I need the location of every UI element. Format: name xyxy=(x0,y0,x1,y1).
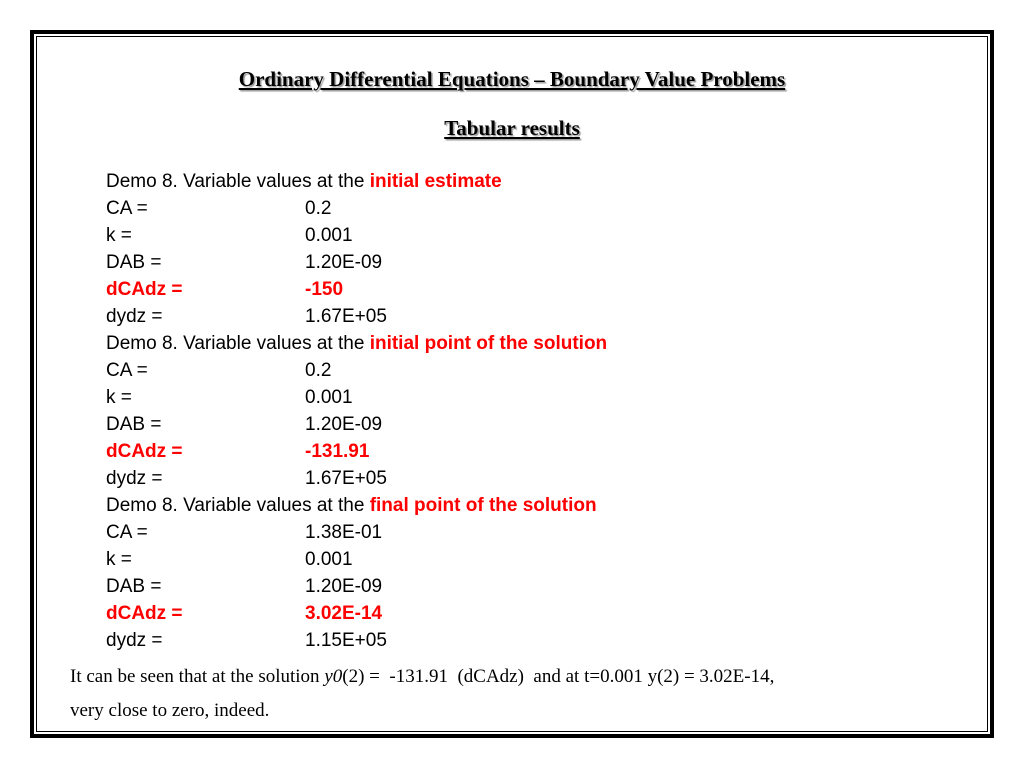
variable-label: CA = xyxy=(106,522,148,543)
variable-label: k = xyxy=(106,387,132,408)
conclusion-text: It can be seen that at the solution xyxy=(70,666,325,687)
conclusion-paragraph xyxy=(70,660,950,728)
section-header-text: Demo 8. Variable values at the xyxy=(106,495,370,516)
conclusion-text: very close to zero, indeed. xyxy=(70,700,270,721)
variable-label: DAB = xyxy=(106,576,162,597)
variable-label: dCAdz = xyxy=(106,603,183,624)
variable-value: 1.15E+05 xyxy=(305,630,387,651)
variable-value: 0.2 xyxy=(305,198,332,219)
variable-value: 3.02E-14 xyxy=(305,603,383,624)
conclusion-italic-term: y0 xyxy=(324,666,343,687)
variable-value: 1.20E-09 xyxy=(305,576,383,597)
variable-value: 1.38E-01 xyxy=(305,522,383,543)
page-title: Ordinary Differential Equations – Boundary Value Problems xyxy=(238,67,786,91)
page-subtitle: Tabular results xyxy=(444,116,580,140)
variable-value: 0.001 xyxy=(305,549,353,570)
variable-label: CA = xyxy=(106,360,148,381)
section-header-highlight: initial point of the solution xyxy=(369,333,608,354)
variable-label: dydz = xyxy=(106,468,163,489)
variable-label: dCAdz = xyxy=(106,441,183,462)
variable-value: 0.001 xyxy=(305,225,353,246)
variable-value: 0.2 xyxy=(305,360,332,381)
variable-value: 1.20E-09 xyxy=(305,252,383,273)
variable-value: 0.001 xyxy=(305,387,353,408)
variable-value: -150 xyxy=(305,279,344,300)
variable-label: DAB = xyxy=(106,252,162,273)
variable-label: dydz = xyxy=(106,306,163,327)
variable-value: 1.20E-09 xyxy=(305,414,383,435)
variable-label: CA = xyxy=(106,198,148,219)
variable-value: -131.91 xyxy=(305,441,370,462)
variable-value: 1.67E+05 xyxy=(305,468,387,489)
conclusion-text: (2) = -131.91 (dCAdz) and at t=0.001 y(2) = 3.02E-14, xyxy=(342,666,775,687)
section-header-highlight: final point of the solution xyxy=(369,495,597,516)
variable-label: k = xyxy=(106,225,132,246)
variable-label: DAB = xyxy=(106,414,162,435)
variable-label: k = xyxy=(106,549,132,570)
section-header-text: Demo 8. Variable values at the xyxy=(106,333,370,354)
variable-value: 1.67E+05 xyxy=(305,306,387,327)
section-header-text: Demo 8. Variable values at the xyxy=(106,171,370,192)
section-header-highlight: initial estimate xyxy=(369,171,502,192)
variable-label: dydz = xyxy=(106,630,163,651)
variable-label: dCAdz = xyxy=(106,279,183,300)
